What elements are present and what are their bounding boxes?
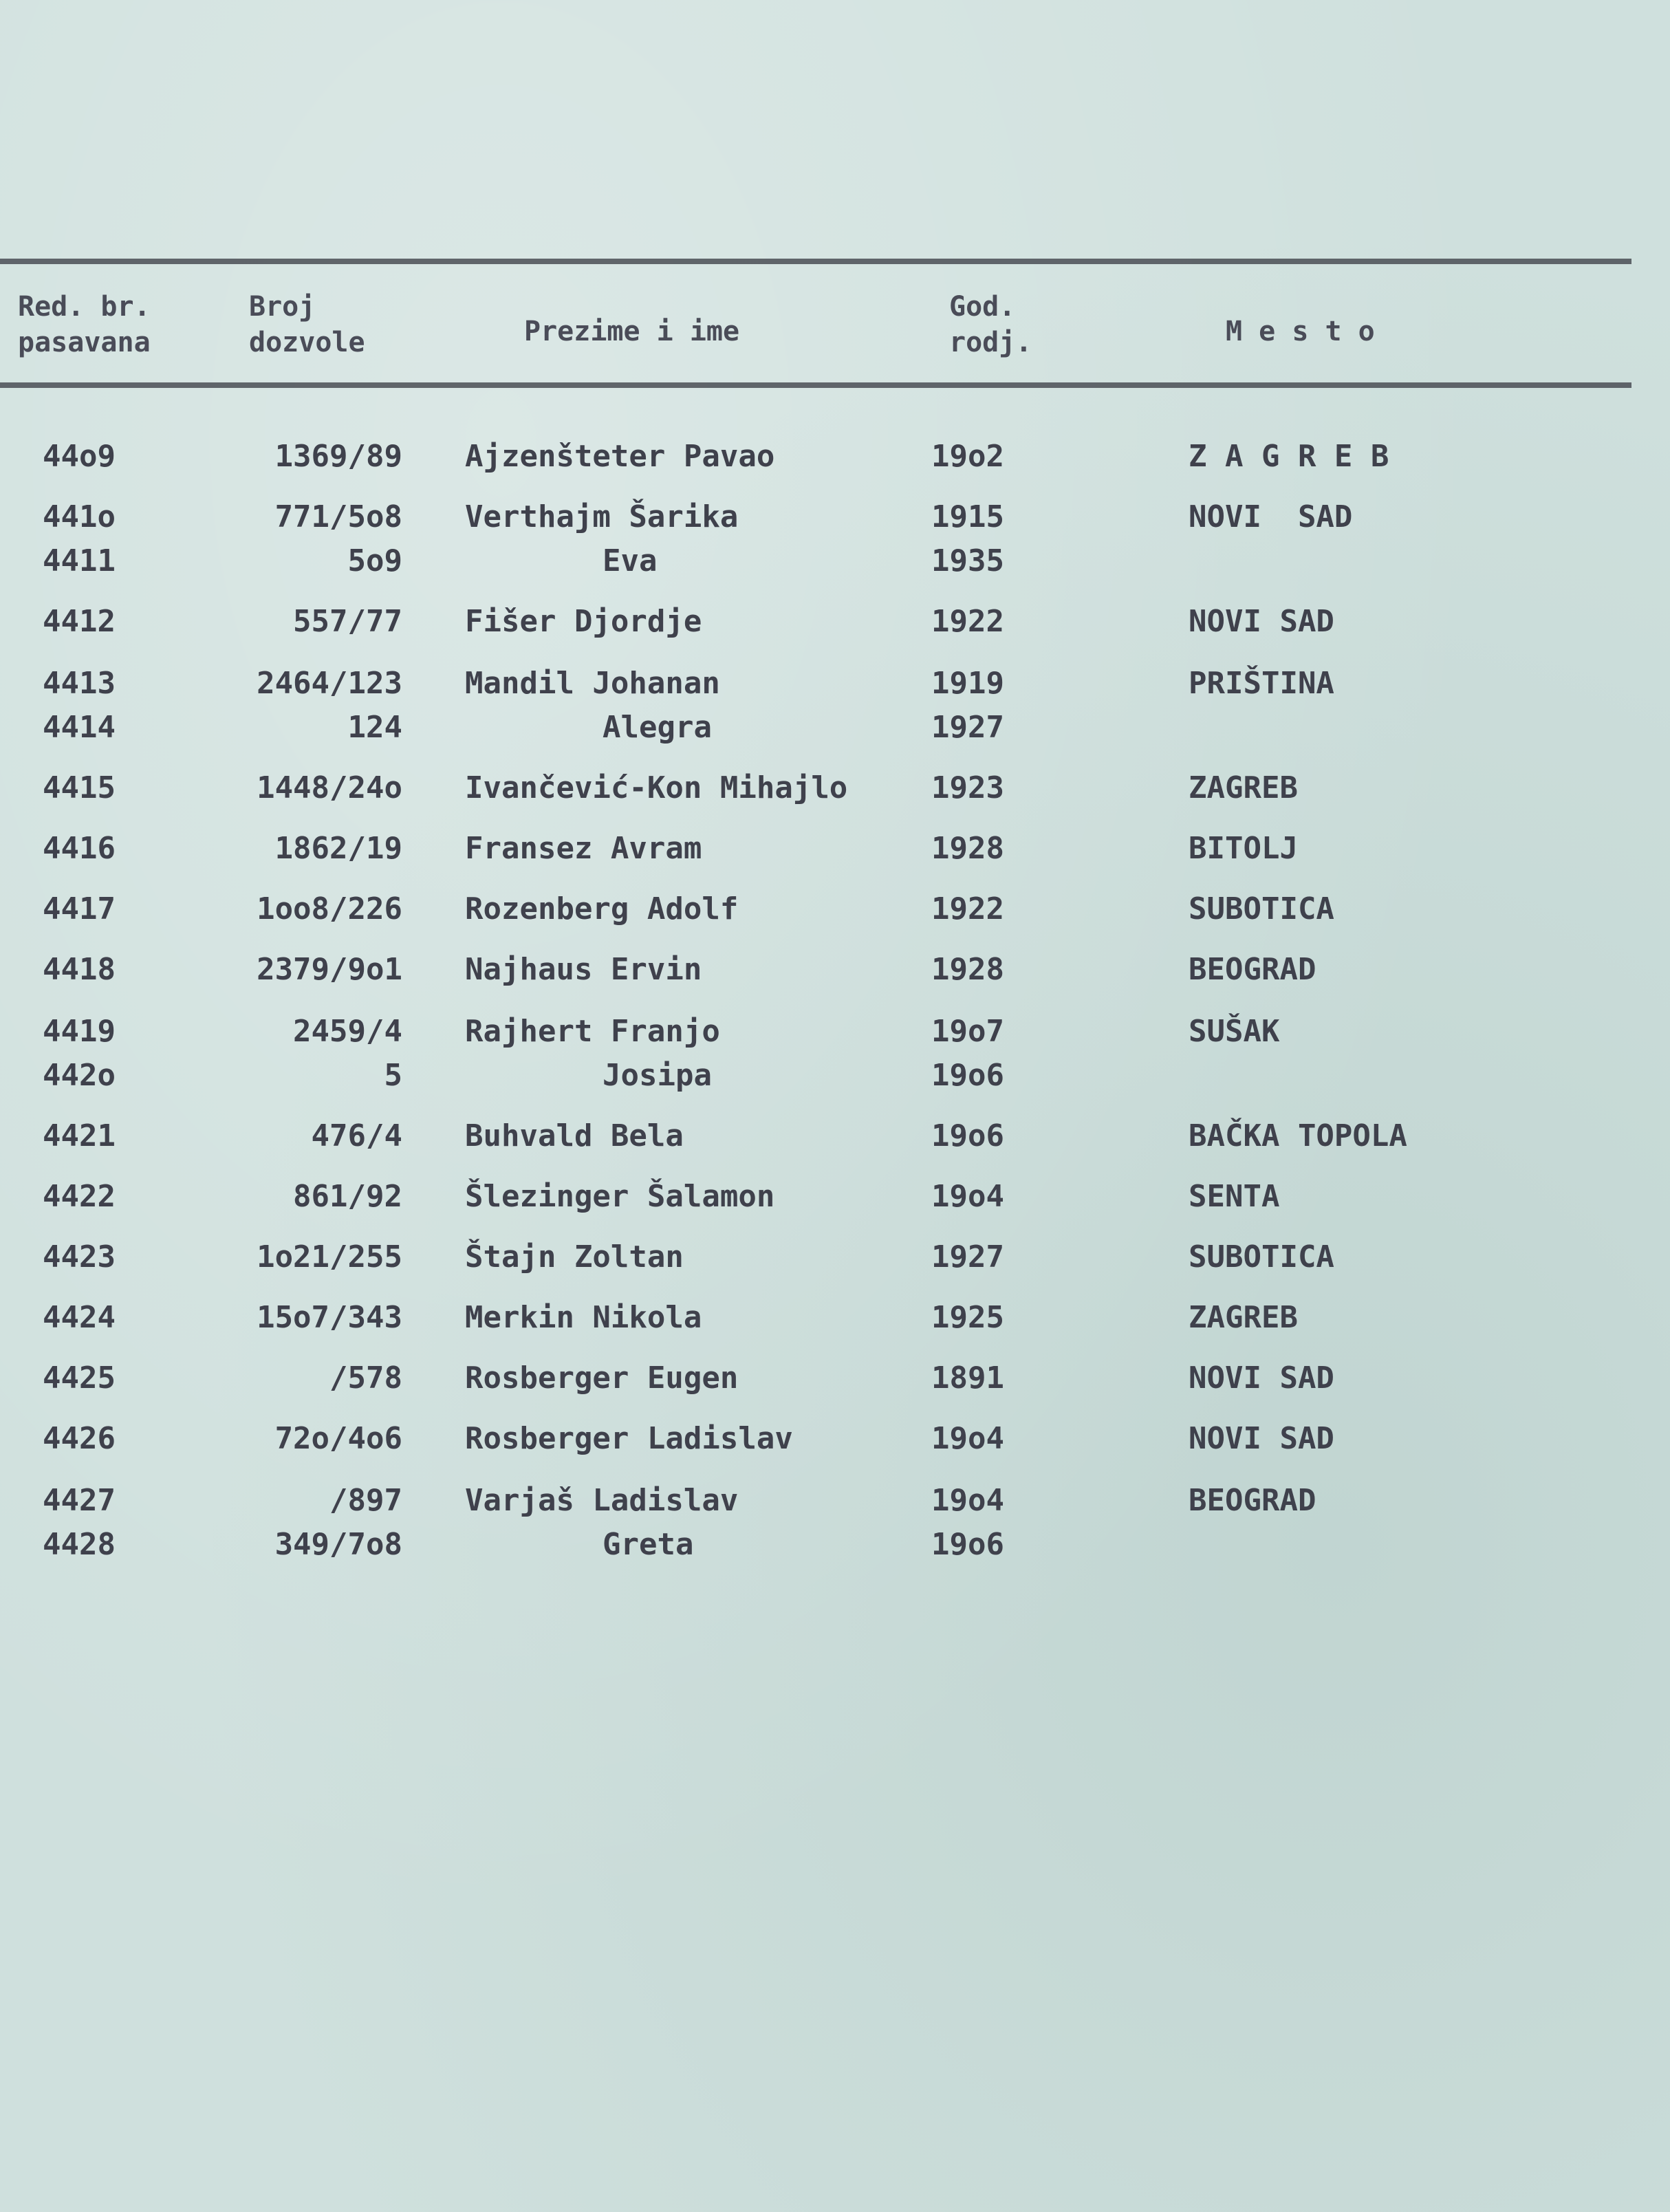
surname-name-19: Varjaš Ladislav — [465, 1483, 739, 1518]
row-number-2: 441o — [43, 499, 116, 534]
row-number-17: 4425 — [43, 1360, 116, 1396]
permit-number-10: 2379/9o1 — [257, 952, 402, 987]
place-11: SUŠAK — [1189, 1014, 1280, 1049]
place-15: SUBOTICA — [1189, 1239, 1334, 1275]
birth-year-13: 19o6 — [931, 1118, 1004, 1153]
permit-number-17: /578 — [329, 1360, 402, 1396]
birth-year-17: 1891 — [931, 1360, 1004, 1396]
surname-name-3: Eva — [603, 543, 658, 578]
surname-name-9: Rozenberg Adolf — [465, 891, 739, 926]
surname-name-18: Rosberger Ladislav — [465, 1421, 793, 1456]
row-number-6: 4414 — [43, 710, 116, 745]
permit-number-3: 5o9 — [347, 543, 402, 578]
surname-name-5: Mandil Johanan — [465, 666, 720, 701]
row-number-15: 4423 — [43, 1239, 116, 1275]
permit-number-12: 5 — [384, 1058, 402, 1093]
birth-year-15: 1927 — [931, 1239, 1004, 1275]
permit-number-5: 2464/123 — [257, 666, 402, 701]
place-16: ZAGREB — [1189, 1300, 1298, 1335]
birth-year-7: 1923 — [931, 770, 1004, 805]
place-19: BEOGRAD — [1189, 1483, 1316, 1518]
row-number-14: 4422 — [43, 1179, 116, 1214]
surname-name-4: Fišer Djordje — [465, 604, 702, 639]
row-number-7: 4415 — [43, 770, 116, 805]
place-18: NOVI SAD — [1189, 1421, 1334, 1456]
header-god-line1: God. — [949, 291, 1016, 323]
surname-name-20: Greta — [603, 1527, 694, 1562]
permit-number-20: 349/7o8 — [274, 1527, 402, 1562]
row-number-16: 4424 — [43, 1300, 116, 1335]
row-number-5: 4413 — [43, 666, 116, 701]
permit-number-14: 861/92 — [293, 1179, 402, 1214]
place-9: SUBOTICA — [1189, 891, 1334, 926]
permit-number-11: 2459/4 — [293, 1014, 402, 1049]
place-14: SENTA — [1189, 1179, 1280, 1214]
birth-year-3: 1935 — [931, 543, 1004, 578]
permit-number-6: 124 — [347, 710, 402, 745]
row-number-8: 4416 — [43, 831, 116, 866]
header-bottom-rule — [0, 382, 1631, 388]
birth-year-10: 1928 — [931, 952, 1004, 987]
birth-year-9: 1922 — [931, 891, 1004, 926]
place-4: NOVI SAD — [1189, 604, 1334, 639]
birth-year-18: 19o4 — [931, 1421, 1004, 1456]
row-number-18: 4426 — [43, 1421, 116, 1456]
row-number-9: 4417 — [43, 891, 116, 926]
surname-name-10: Najhaus Ervin — [465, 952, 702, 987]
birth-year-20: 19o6 — [931, 1527, 1004, 1562]
permit-number-16: 15o7/343 — [257, 1300, 402, 1335]
place-10: BEOGRAD — [1189, 952, 1316, 987]
surname-name-8: Fransez Avram — [465, 831, 702, 866]
birth-year-6: 1927 — [931, 710, 1004, 745]
row-number-20: 4428 — [43, 1527, 116, 1562]
surname-name-14: Šlezinger Šalamon — [465, 1179, 775, 1214]
header-broj-line2: dozvole — [249, 327, 365, 358]
surname-name-12: Josipa — [603, 1058, 712, 1093]
birth-year-19: 19o4 — [931, 1483, 1004, 1518]
header-prezime: Prezime i ime — [524, 316, 740, 347]
surname-name-7: Ivančević-Kon Mihajlo — [465, 770, 848, 805]
header-broj-line1: Broj — [249, 291, 316, 323]
permit-number-13: 476/4 — [311, 1118, 402, 1153]
place-17: NOVI SAD — [1189, 1360, 1334, 1396]
birth-year-4: 1922 — [931, 604, 1004, 639]
permit-number-8: 1862/19 — [274, 831, 402, 866]
header-god — [949, 289, 1032, 360]
surname-name-17: Rosberger Eugen — [465, 1360, 739, 1396]
birth-year-5: 1919 — [931, 666, 1004, 701]
surname-name-11: Rajhert Franjo — [465, 1014, 720, 1049]
surname-name-15: Štajn Zoltan — [465, 1239, 684, 1275]
surname-name-16: Merkin Nikola — [465, 1300, 702, 1335]
row-number-13: 4421 — [43, 1118, 116, 1153]
header-red-br — [18, 289, 151, 360]
row-number-1: 44o9 — [43, 439, 116, 474]
surname-name-6: Alegra — [603, 710, 712, 745]
row-number-19: 4427 — [43, 1483, 116, 1518]
permit-number-2: 771/5o8 — [274, 499, 402, 534]
header-red-br-line1: Red. br. — [18, 291, 151, 323]
birth-year-14: 19o4 — [931, 1179, 1004, 1214]
permit-number-18: 72o/4o6 — [274, 1421, 402, 1456]
place-7: ZAGREB — [1189, 770, 1298, 805]
permit-number-1: 1369/89 — [274, 439, 402, 474]
birth-year-8: 1928 — [931, 831, 1004, 866]
surname-name-1: Ajzenšteter Pavao — [465, 439, 775, 474]
place-5: PRIŠTINA — [1189, 666, 1334, 701]
permit-number-9: 1oo8/226 — [257, 891, 402, 926]
row-number-4: 4412 — [43, 604, 116, 639]
header-god-line2: rodj. — [949, 327, 1032, 358]
permit-number-4: 557/77 — [293, 604, 402, 639]
place-13: BAČKA TOPOLA — [1189, 1118, 1407, 1153]
row-number-12: 442o — [43, 1058, 116, 1093]
surname-name-13: Buhvald Bela — [465, 1118, 684, 1153]
surname-name-2: Verthajm Šarika — [465, 499, 739, 534]
row-number-10: 4418 — [43, 952, 116, 987]
header-mesto: M e s t o — [1226, 316, 1375, 347]
permit-number-15: 1o21/255 — [257, 1239, 402, 1275]
place-2: NOVI SAD — [1189, 499, 1353, 534]
place-8: BITOLJ — [1189, 831, 1298, 866]
birth-year-1: 19o2 — [931, 439, 1004, 474]
birth-year-16: 1925 — [931, 1300, 1004, 1335]
row-number-3: 4411 — [43, 543, 116, 578]
birth-year-2: 1915 — [931, 499, 1004, 534]
header-top-rule — [0, 259, 1631, 264]
permit-number-19: /897 — [329, 1483, 402, 1518]
row-number-11: 4419 — [43, 1014, 116, 1049]
birth-year-11: 19o7 — [931, 1014, 1004, 1049]
permit-number-7: 1448/24o — [257, 770, 402, 805]
birth-year-12: 19o6 — [931, 1058, 1004, 1093]
header-broj — [249, 289, 365, 360]
header-red-br-line2: pasavana — [18, 327, 151, 358]
place-1: Z A G R E B — [1189, 439, 1389, 474]
